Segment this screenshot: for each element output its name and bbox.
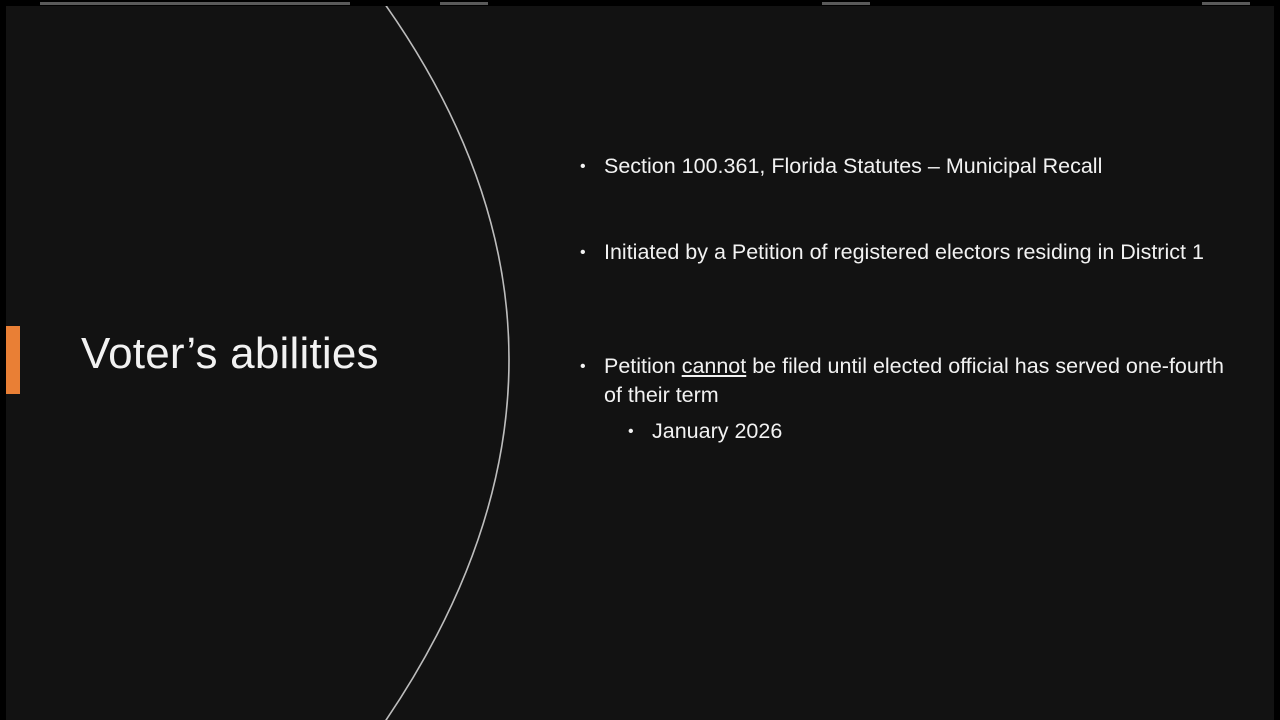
slide-title: Voter’s abilities — [81, 329, 379, 378]
bullet-filing-restriction — [580, 352, 1224, 410]
slide — [6, 6, 1274, 720]
emphasis-cannot: cannot — [681, 354, 747, 378]
sub-bullet-date: • January 2026 — [628, 417, 1212, 446]
top-mark — [1202, 2, 1250, 5]
top-mark — [440, 2, 488, 5]
top-mark — [822, 2, 870, 5]
bullet-petition: • Initiated by a Petition of registered electors residing in District 1 — [580, 238, 1224, 267]
accent-bar — [6, 326, 20, 394]
bullet-text-pre: Petition — [604, 354, 682, 378]
bullet-section: • Section 100.361, Florida Statutes – Municipal Recall — [580, 152, 1224, 181]
top-mark — [40, 2, 350, 5]
bullet-text-post: be filed until elected official has served one-fourth of their term — [604, 354, 1224, 407]
